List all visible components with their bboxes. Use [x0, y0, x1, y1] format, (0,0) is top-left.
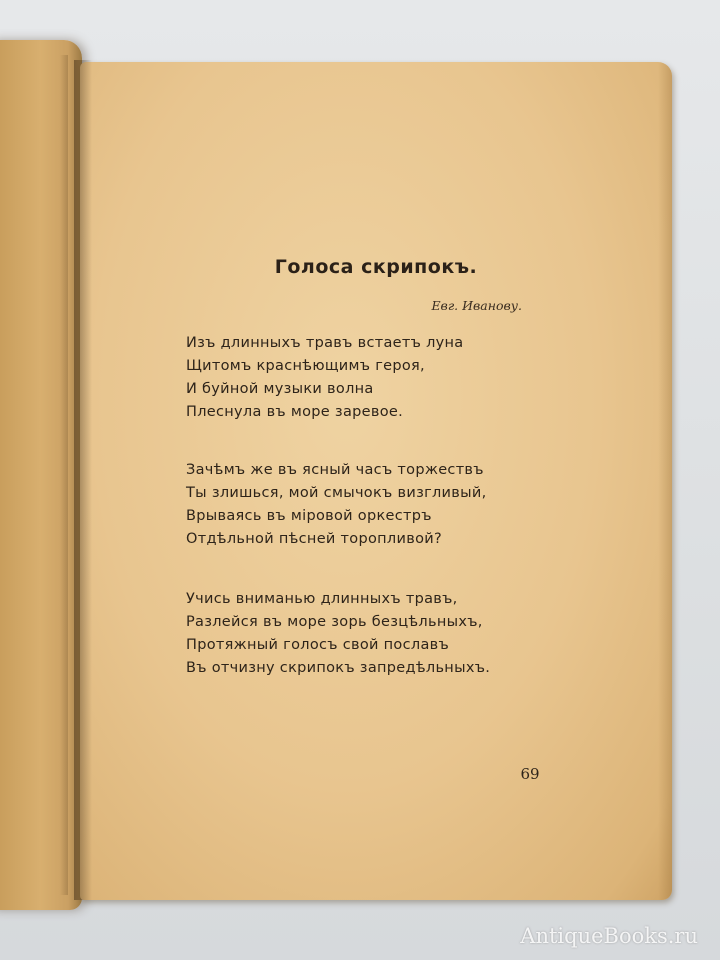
poem-line: Разлейся въ море зорь безцѣльныхъ, — [186, 614, 483, 630]
poem-line: Отдѣльной пѣсней торопливой? — [186, 531, 442, 547]
left-page-edge — [60, 55, 68, 895]
left-page — [0, 40, 82, 910]
poem-line: Въ отчизну скрипокъ запредѣльныхъ. — [186, 660, 491, 676]
stanza-3 — [186, 588, 566, 680]
poem-line: Ты злишься, мой смычокъ визгливый, — [186, 485, 487, 501]
poem-title: Голоса скрипокъ. — [274, 256, 478, 278]
watermark: AntiqueBooks.ru — [520, 924, 698, 948]
page-number: 69 — [520, 765, 540, 783]
poem-line: Изъ длинныхъ травъ встаетъ луна — [186, 335, 464, 351]
poem-line: Протяжный голосъ свой пославъ — [186, 637, 450, 653]
poem-line: Врываясь въ мiровой оркестръ — [186, 508, 432, 524]
stanza-1 — [186, 332, 566, 424]
poem-line: Учись вниманью длинныхъ травъ, — [186, 591, 458, 607]
poem-line: И буйной музыки волна — [186, 381, 374, 397]
book-gutter-shadow — [74, 60, 92, 900]
poem-line: Щитомъ краснѣющимъ героя, — [186, 358, 425, 374]
poem-line: Зачѣмъ же въ ясный часъ торжествъ — [186, 462, 484, 478]
stanza-2 — [186, 459, 566, 551]
poem-line: Плеснула въ море заревое. — [186, 404, 403, 420]
poem-dedication: Евг. Иванову. — [431, 298, 522, 313]
